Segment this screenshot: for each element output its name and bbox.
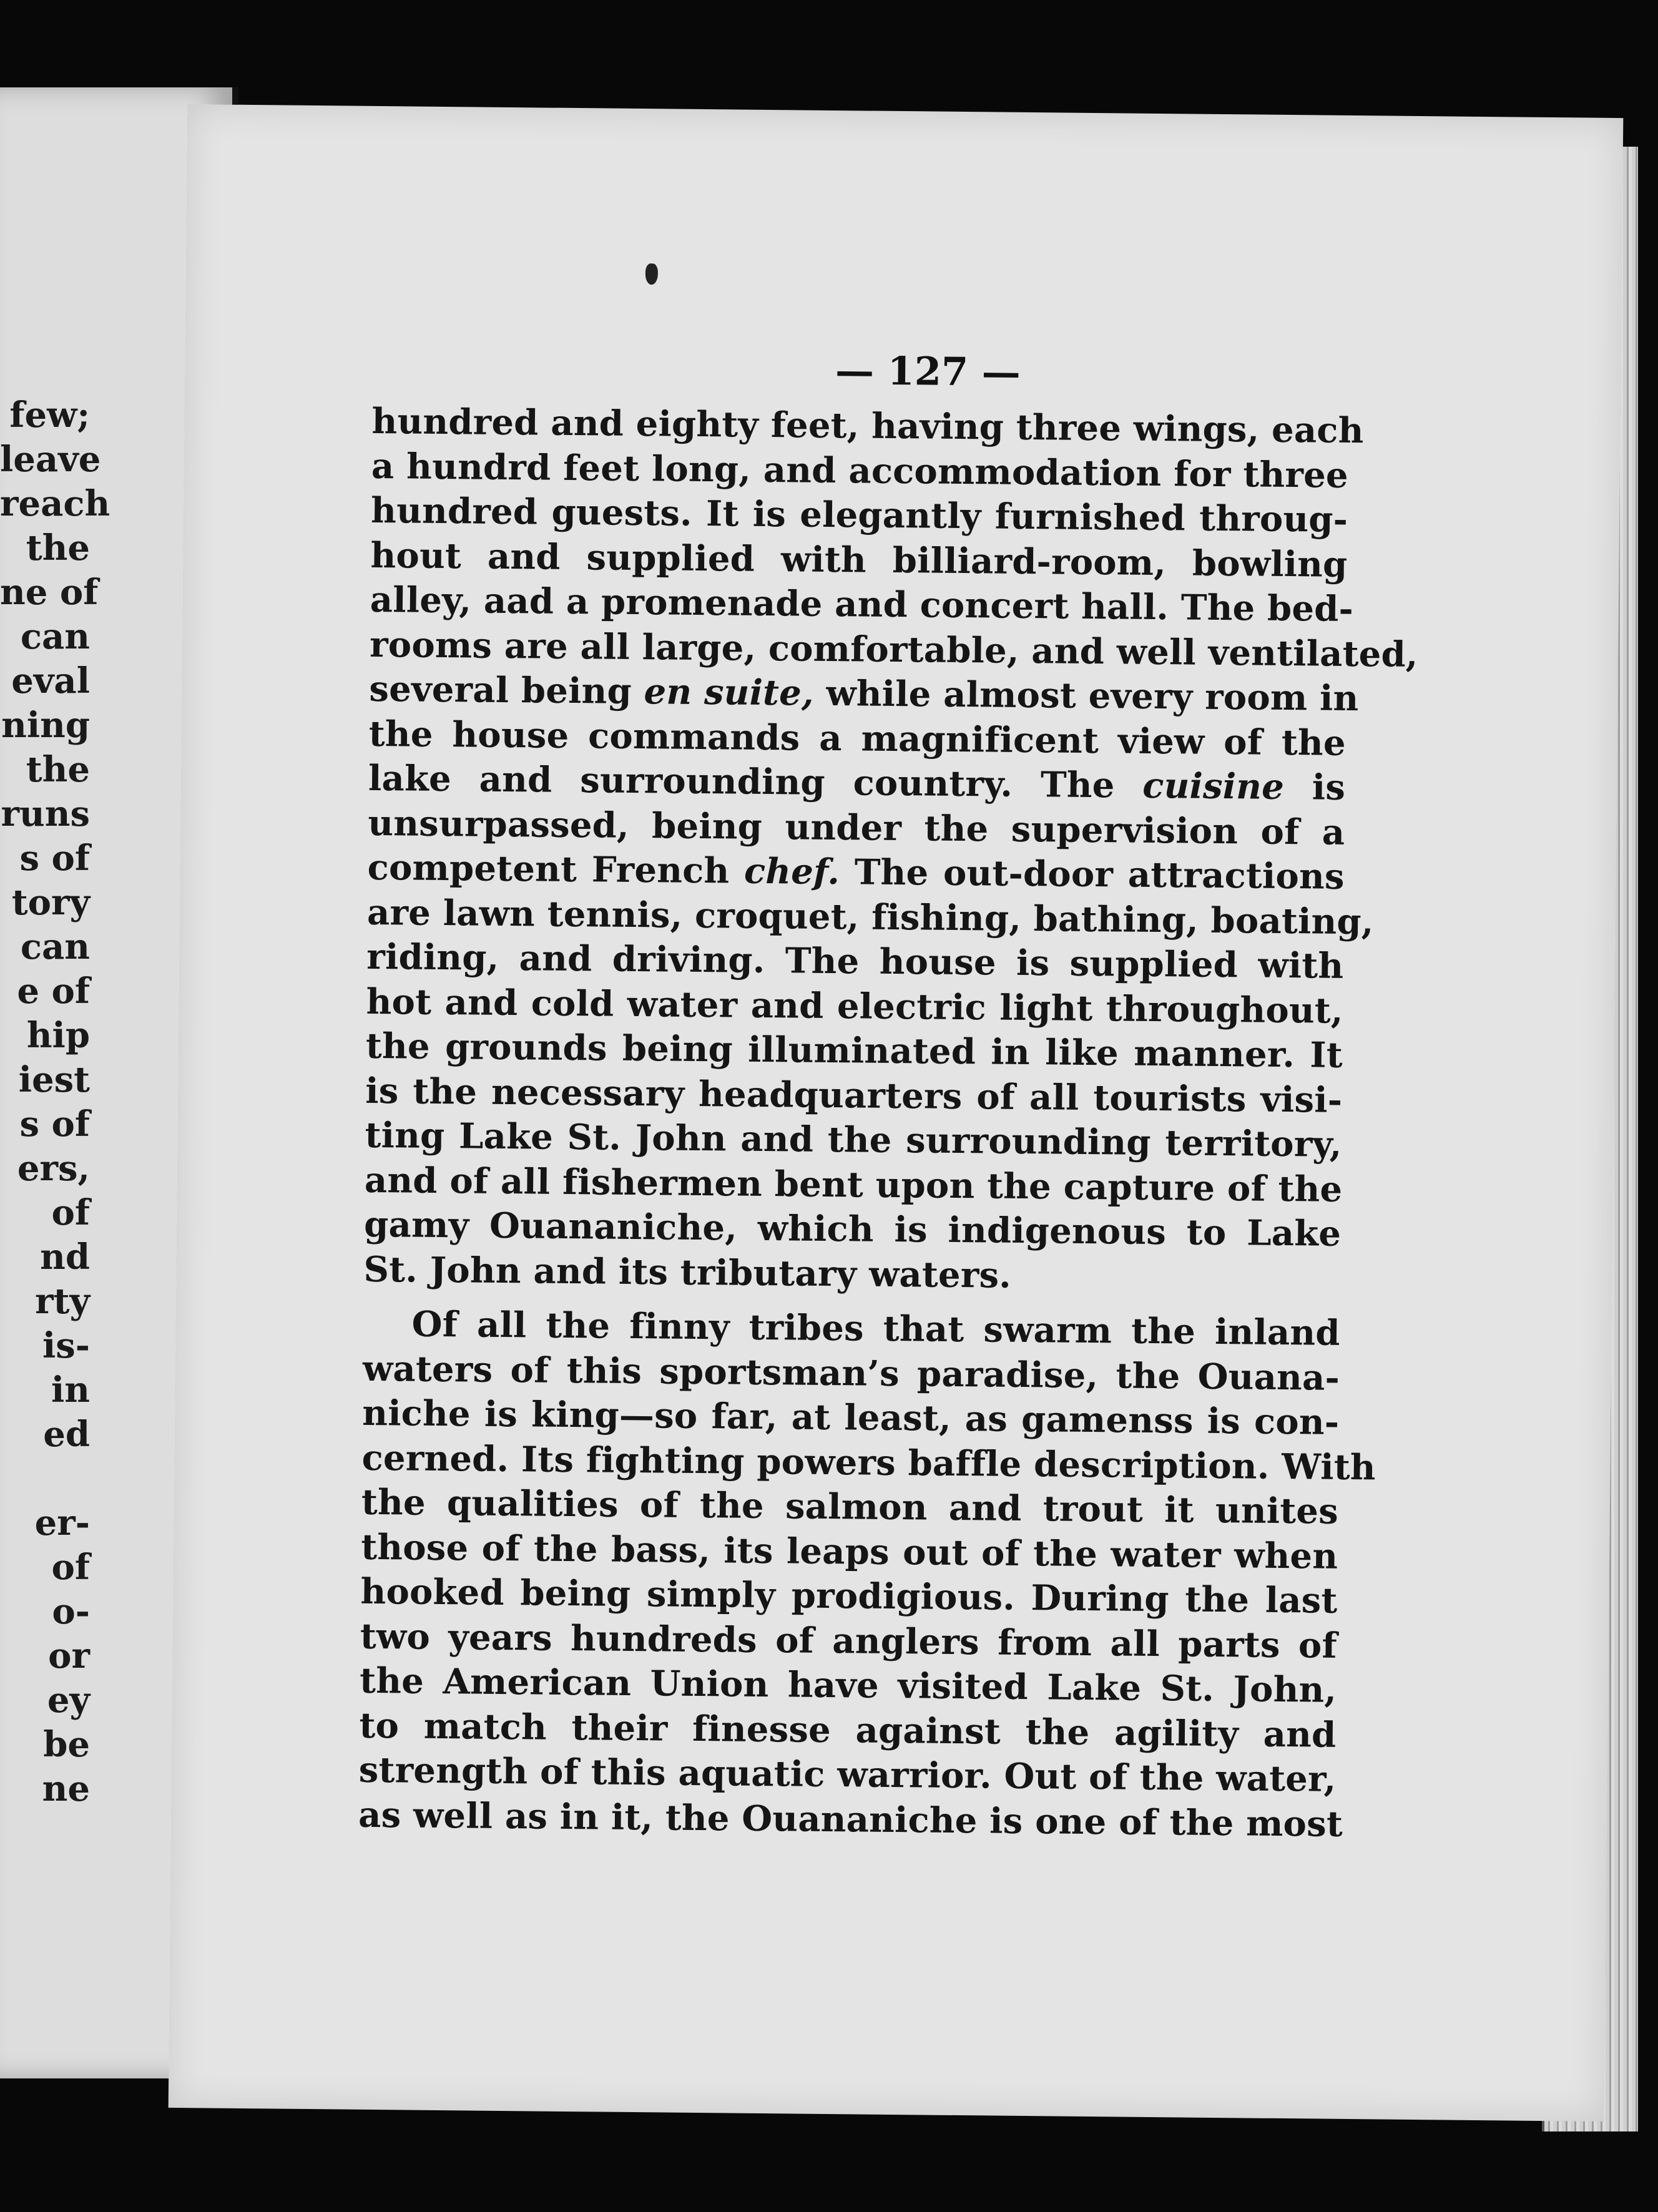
italic-text-segment: en suite, — [644, 671, 815, 714]
left-page-line-fragment: o- — [52, 1591, 90, 1632]
text-line: niche is king—so far, at least, as gamenss is con- — [362, 1392, 1340, 1443]
text-segment: lake and surrounding country. The — [368, 757, 1143, 806]
left-page-line-fragment: ed — [43, 1414, 90, 1455]
text-line: is the necessary headquarters of all tourists visi- — [365, 1070, 1343, 1121]
text-line: are lawn tennis, croquet, fishing, bathing, boating, — [366, 891, 1374, 942]
text-segment: is — [1283, 766, 1346, 808]
left-page-line-fragment: er- — [34, 1502, 90, 1544]
text-line: the grounds being illuminated in like manner. It — [365, 1025, 1343, 1076]
text-line: a hundrd feet long, and accommodation for three — [371, 445, 1349, 496]
text-line: cerned. Its fighting powers baffle description. With — [361, 1437, 1376, 1488]
text-line: Of all the finny tribes that swarm the inland — [411, 1303, 1340, 1354]
left-page-line-fragment: ne — [42, 1768, 90, 1809]
left-page-line-fragment: ning — [1, 705, 90, 746]
text-line: and of all fishermen bent upon the capture of the — [364, 1159, 1343, 1210]
left-page-line-fragment: can — [20, 616, 90, 657]
left-page-line-fragment: few; — [9, 394, 90, 436]
left-page-line-fragment: of — [51, 1547, 90, 1588]
right-page — [169, 104, 1624, 2121]
text-line: gamy Ouananiche, which is indigenous to Lake — [363, 1203, 1342, 1255]
text-line: St. John and its tributary waters. — [363, 1248, 1012, 1296]
left-page-line-fragment: e of — [17, 971, 90, 1012]
left-page-line-fragment: reach — [0, 483, 110, 524]
left-page-line-fragment: tory — [11, 882, 90, 923]
text-line: hundred and eighty feet, having three wings, each — [371, 400, 1364, 452]
left-page-line-fragment: can — [20, 926, 90, 967]
page-number: — 127 — — [835, 348, 1021, 395]
text-segment: The out-door attractions — [839, 851, 1345, 898]
ink-speck — [645, 263, 658, 285]
text-line: the American Union have visited Lake St. John, — [359, 1660, 1337, 1711]
left-page-line-fragment: iest — [18, 1059, 90, 1100]
text-line: waters of this sportsman’s paradise, the Ouana- — [362, 1348, 1340, 1399]
text-line: alley, aad a promenade and concert hall. The bed- — [370, 579, 1354, 630]
text-line: two years hundreds of anglers from all parts of — [360, 1615, 1338, 1666]
text-line: riding, and driving. The house is supplied with — [366, 936, 1344, 987]
left-page-line-fragment: is- — [42, 1325, 90, 1366]
text-line: hundred guests. It is elegantly furnished throug- — [370, 489, 1348, 541]
italic-text-segment: cuisine — [1142, 765, 1285, 808]
left-page-line-fragment: ers, — [17, 1148, 90, 1189]
text-line: the qualities of the salmon and trout it unites — [361, 1481, 1339, 1532]
left-page-line-fragment: the — [26, 527, 90, 569]
left-page-line-fragment: eval — [11, 660, 90, 702]
left-page-line-fragment: ey — [47, 1680, 90, 1721]
left-page-line-fragment: s of — [19, 838, 90, 879]
left-page-line-fragment: runs — [1, 793, 90, 834]
text-line: ting Lake St. John and the surrounding territory, — [365, 1114, 1342, 1165]
left-page-line-fragment: nd — [40, 1236, 90, 1278]
left-page-line-fragment: of — [51, 1192, 90, 1233]
text-line: rooms are all large, comfortable, and well ventilated, — [369, 624, 1418, 675]
text-line: the house commands a magnificent view of the — [368, 713, 1347, 764]
left-page-line-fragment: be — [43, 1724, 90, 1765]
text-line: to match their finesse against the agility and — [359, 1705, 1337, 1756]
text-line: hout and supplied with billiard-room, bowling — [370, 534, 1348, 585]
left-page-line-fragment: in — [51, 1369, 90, 1411]
left-page-line-fragment: the — [26, 749, 90, 790]
text-line: hooked being simply prodigious. During the last — [360, 1570, 1338, 1622]
text-segment: while almost every room in — [813, 672, 1359, 720]
left-page-line-fragment: or — [48, 1635, 90, 1676]
italic-text-segment: chef. — [743, 850, 840, 893]
left-page-line-fragment: s of — [19, 1104, 90, 1145]
text-segment: competent French — [367, 846, 745, 892]
text-line: as well as in it, the Ouananiche is one of the most — [358, 1794, 1343, 1845]
text-line: hot and cold water and electric light throughout, — [366, 981, 1343, 1032]
left-page-line-fragment: rty — [35, 1281, 90, 1322]
left-page-line-fragment: leave — [0, 439, 101, 480]
text-line: unsurpassed, being under the supervision of a — [368, 802, 1345, 853]
text-line: strength of this aquatic warrior. Out of the water, — [358, 1749, 1337, 1800]
body-text — [358, 399, 1418, 1847]
left-page-line-fragment: hip — [26, 1015, 90, 1056]
text-segment: several being — [369, 668, 644, 713]
left-page-line-fragment: ne of — [0, 572, 99, 613]
text-line: those of the bass, its leaps out of the water when — [360, 1526, 1338, 1577]
